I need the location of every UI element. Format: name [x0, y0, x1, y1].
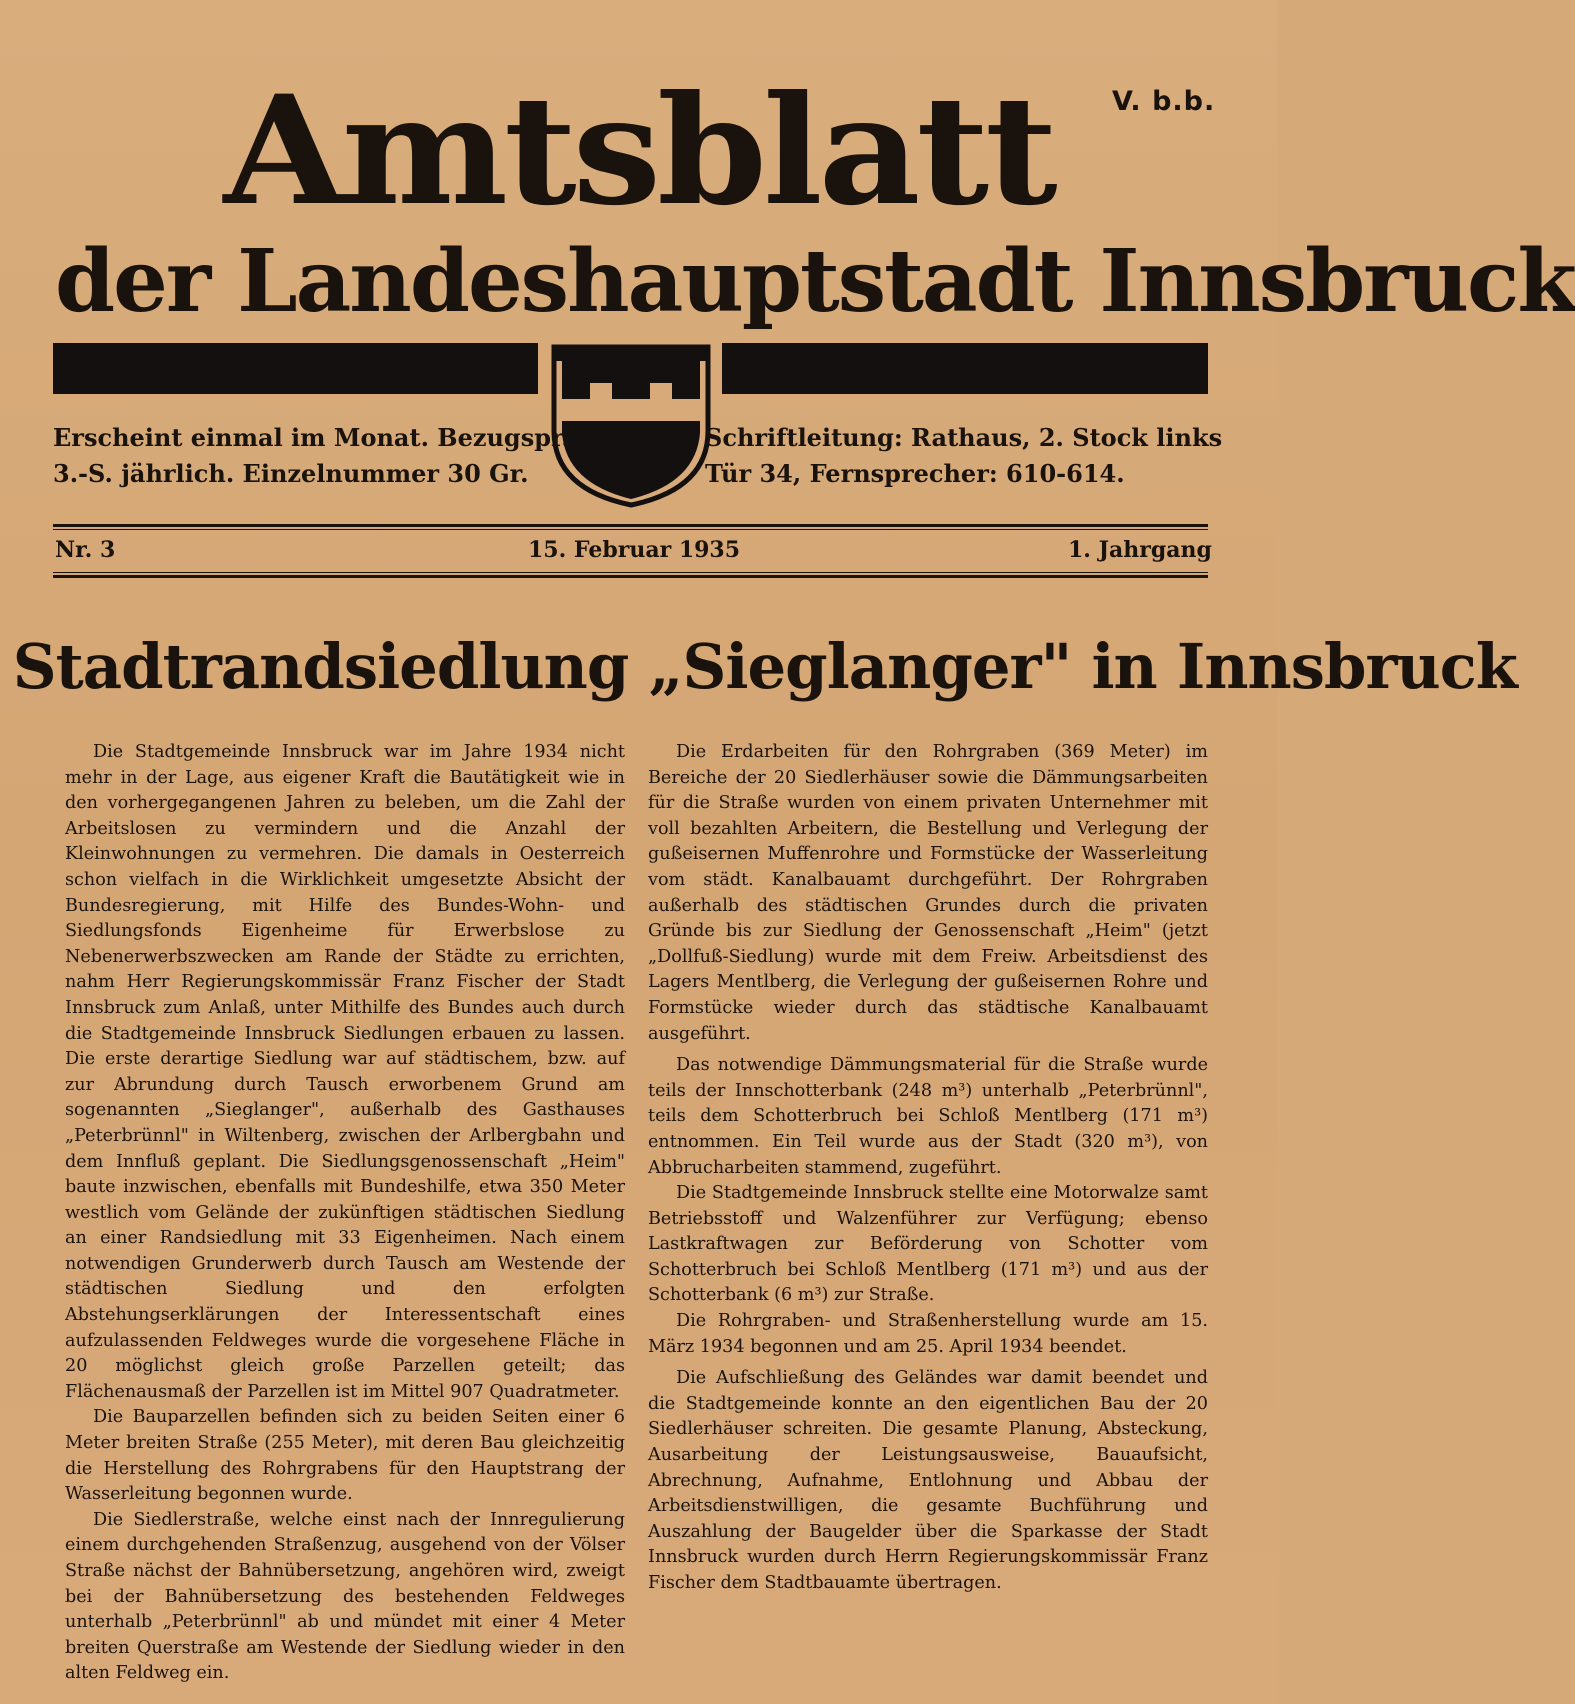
- paragraph: Das notwendige Dämmungsmaterial für die Straße wurde teils der Innschotterbank (248 m³) unterhalb „Peterbrünnl", teils dem Schotterbruch bei Schloß Mentlberg (171 m³) entnommen. Ein Teil wurde aus der Stadt (320 m³), von Abbrucharbeiten stammend, zugeführt.: [648, 1055, 1208, 1178]
- subscription-line: Erscheint einmal im Monat. Bezugspr.: [53, 423, 570, 452]
- masthead-bar-right: [722, 343, 1208, 394]
- office-line: Tür 34, Fernsprecher: 610-614.: [705, 459, 1125, 488]
- paragraph: Die Aufschließung des Geländes war damit beendet und die Stadtgemeinde konnte an den eigentlichen Bau der 20 Siedlerhäuser schreiten. Die gesamte Planung, Absteckung, Ausarbeitung der Leistungsausweise, Bauaufsicht, Abrechnung, Aufnahme, Entlohnung und Abbau der Arbeitsdienstwilligen, die gesamte Buchführung und Auszahlung der Baugelder über die Sparkasse der Stadt Innsbruck wurden durch Herrn Regierungskommissär Franz Fischer dem Stadtbauamte übertragen.: [648, 1368, 1208, 1593]
- office-line: Schriftleitung: Rathaus, 2. Stock links: [705, 423, 1223, 452]
- issue-date: 15. Februar 1935: [528, 537, 741, 563]
- paragraph: Die Erdarbeiten für den Rohrgraben (369 Meter) im Bereiche der 20 Siedlerhäuser sowie die Dämmungsarbeiten für die Straße wurden von einem privaten Unternehmer mit voll bezahlten Arbeitern, die Bestellung und Verlegung der gußeisernen Muffenrohre und Formstücke der Wasserleitung vom städt. Kanalbauamt durchgeführt. Der Rohrgraben außerhalb des städtischen Grundes durch die privaten Gründe bis zur Siedlung der Genossenschaft „Heim" (jetzt „Dollfuß-Siedlung) wurde mit dem Freiw. Arbeitsdienst des Lagers Mentlberg, die Verlegung der gußeisernen Rohre und Formstücke wieder durch das städtische Kanalbauamt ausgeführt.: [648, 742, 1208, 1044]
- paragraph: Die Bauparzellen befinden sich zu beiden Seiten einer 6 Meter breiten Straße (255 Meter), mit deren Bau gleichzeitig die Herstellung des Rohrgrabens für den Hauptstrang der Wasserleitung begonnen wurde.: [65, 1407, 625, 1505]
- paragraph: Die Stadtgemeinde Innsbruck stellte eine Motorwalze samt Betriebsstoff und Walzenführer zur Verfügung; ebenso Lastkraftwagen zur Beförderung von Schotter vom Schotterbruch bei Schloß Mentlberg (171 m³) und aus der Schotterbank (6 m³) zur Straße.: [648, 1183, 1208, 1306]
- masthead-subtitle: der Landeshauptstadt Innsbruck: [55, 231, 1575, 332]
- paragraph: Die Siedlerstraße, welche einst nach der Innregulierung einem durchgehenden Straßenzug, ausgehend von der Völser Straße nächst der Bahnübersetzung, angehören wird, zweigt bei der Bahnübersetzung des bestehenden Feldweges unterhalb „Peterbrünnl" ab und mündet mit einer 4 Meter breiten Querstraße am Westende der Siedlung wieder in den alten Feldweg ein.: [65, 1509, 625, 1684]
- divider: [53, 572, 1208, 573]
- subscription-line: 3.-S. jährlich. Einzelnummer 30 Gr.: [53, 459, 529, 488]
- article-headline: Stadtrandsiedlung „Sieglanger" in Innsbruck: [12, 630, 1517, 703]
- masthead-title: Amtsblatt: [223, 63, 1054, 239]
- paragraph: Die Stadtgemeinde Innsbruck war im Jahre 1934 nicht mehr in der Lage, aus eigener Kraft die Bautätigkeit wie in den vorhergegangenen Jahren zu beleben, um die Zahl der Arbeitslosen zu vermindern und die Anzahl der Kleinwohnungen zu vermehren. Die damals in Oesterreich schon vielfach in die Wirklichkeit umgesetzte Absicht der Bundesregierung, mit Hilfe des Bundes-Wohn- und Siedlungsfonds Eigenheime für Erwerbslose zu Nebenerwerbszwecken am Rande der Städte zu errichten, nahm Herr Regierungskommissär Franz Fischer der Stadt Innsbruck zum Anlaß, unter Mithilfe des Bundes auch durch die Stadtgemeinde Innsbruck Siedlungen erbauen zu lassen. Die erste derartige Siedlung war auf städtischem, bzw. auf zur Abrundung durch Tausch erworbenem Grund am sogenannten „Sieglanger", außerhalb des Gasthauses „Peterbrünnl" in Wiltenberg, zwischen der Arlbergbahn und dem Innfluß geplant. Die Siedlungsgenossenschaft „Heim" baute inzwischen, ebenfalls mit Bundeshilfe, etwa 350 Meter westlich vom Gelände der zukünftigen städtischen Siedlung an einer Randsiedlung mit 33 Eigenheimen. Nach einem notwendigen Grunderwerb durch Tausch am Westende der städtischen Siedlung und den erfolgten Abstehungserklärungen der Interessentschaft eines aufzulassenden Feldweges wurde die vorgesehene Fläche in 20 möglichst gleich große Parzellen geteilt; das Flächenausmaß der Parzellen ist im Mittel 907 Quadratmeter.: [65, 742, 625, 1402]
- editorial-office-info: [705, 420, 1222, 492]
- issue-volume: 1. Jahrgang: [1068, 537, 1212, 563]
- divider: [53, 524, 1208, 527]
- article-column-right: [648, 740, 1208, 1597]
- postal-mark: V. b.b.: [1112, 86, 1216, 117]
- divider: [53, 529, 1208, 530]
- issue-number: Nr. 3: [55, 537, 116, 563]
- article-column-left: [65, 740, 625, 1687]
- innsbruck-coat-of-arms-icon: [550, 343, 712, 509]
- paragraph: Die Rohrgraben- und Straßenherstellung wurde am 15. März 1934 begonnen und am 25. April 1934 beendet.: [648, 1311, 1208, 1357]
- masthead-bar-left: [53, 343, 538, 394]
- divider: [53, 575, 1208, 578]
- subscription-info: [53, 420, 570, 492]
